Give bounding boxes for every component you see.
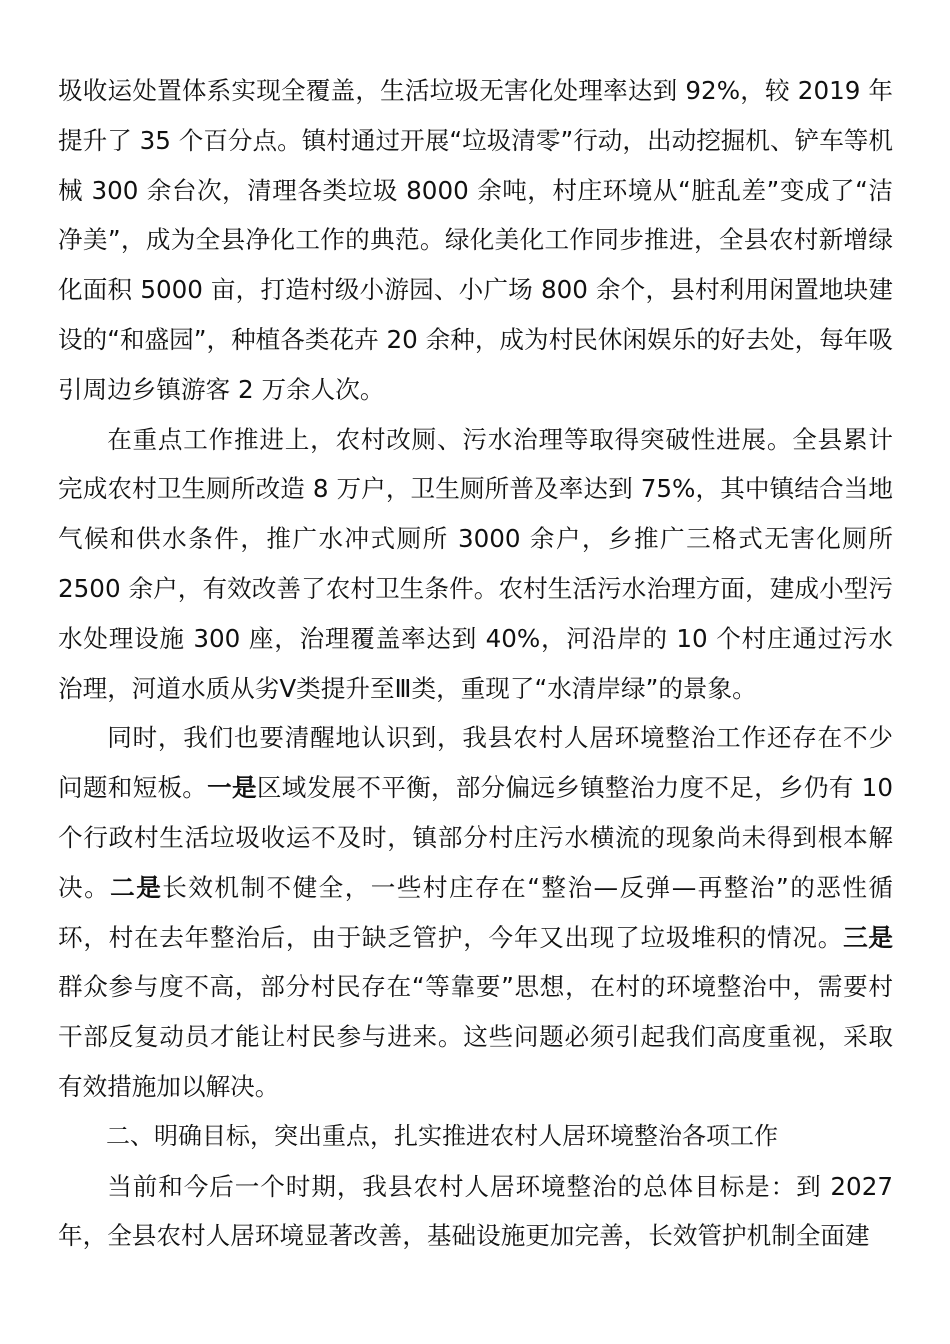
problem-2-text: 长效机制不健全，一些村庄存在“整治—反弹—再整治”的恶性循环，村在去年整治后，由于缺乏管护，今年又出现了垃圾堆积的情况。 <box>58 872 893 952</box>
problem-1-label: 一是 <box>207 773 257 803</box>
document-body <box>58 66 893 1261</box>
paragraph-key-work-progress: 在重点工作推进上，农村改厕、污水治理等取得突破性进展。全县累计完成农村卫生厕所改造 8 万户，卫生厕所普及率达到 75%，其中镇结合当地气候和供水条件，推广水冲式厕所 3000 余户，乡推广三格式无害化厕所 2500 余户，有效改善了农村卫生条件。农村生活污水治理方面，建成小型污水处理设施 300 座，治理覆盖率达到 40%，河沿岸的 10 个村庄通过污水治理，河道水质从劣Ⅴ类提升至Ⅲ类，重现了“水清岸绿”的景象。 <box>58 424 893 703</box>
section-heading-2: 二、明确目标，突出重点，扎实推进农村人居环境整治各项工作 <box>106 1121 778 1150</box>
problems-intro: 同时，我们也要清醒地认识到，我县农村人居环境整治工作还存在不少问题和短板。 <box>58 723 893 803</box>
paragraph-problems <box>58 713 893 1111</box>
problem-2-label: 二是 <box>110 872 163 902</box>
problem-3-label: 三是 <box>843 922 893 952</box>
problem-1-text: 区域发展不平衡，部分偏远乡镇整治力度不足，乡仍有 10 个行政村生活垃圾收运不及时，镇部分村庄污水横流的现象尚未得到根本解决。 <box>58 773 893 902</box>
problem-3-text: 群众参与度不高，部分村民存在“等靠要”思想，在村的环境整治中，需要村干部反复动员才能让村民参与进来。这些问题必须引起我们高度重视，采取有效措施加以解决。 <box>58 972 893 1101</box>
paragraph-sanitation-results: 圾收运处置体系实现全覆盖，生活垃圾无害化处理率达到 92%，较 2019 年提升了 35 个百分点。镇村通过开展“垃圾清零”行动，出动挖掘机、铲车等机械 300 余台次，清理各类垃圾 8000 余吨，村庄环境从“脏乱差”变成了“洁净美”，成为全县净化工作的典范。绿化美化工作同步推进，全县农村新增绿化面积 5000 亩，打造村级小游园、小广场 800 余个，县村利用闲置地块建设的“和盛园”，种植各类花卉 20 余种，成为村民休闲娱乐的好去处，每年吸引周边乡镇游客 2 万余人次。 <box>58 76 893 404</box>
paragraph-overall-goal: 当前和今后一个时期，我县农村人居环境整治的总体目标是：到 2027 年，全县农村人居环境显著改善，基础设施更加完善，长效管护机制全面建 <box>58 1171 893 1251</box>
